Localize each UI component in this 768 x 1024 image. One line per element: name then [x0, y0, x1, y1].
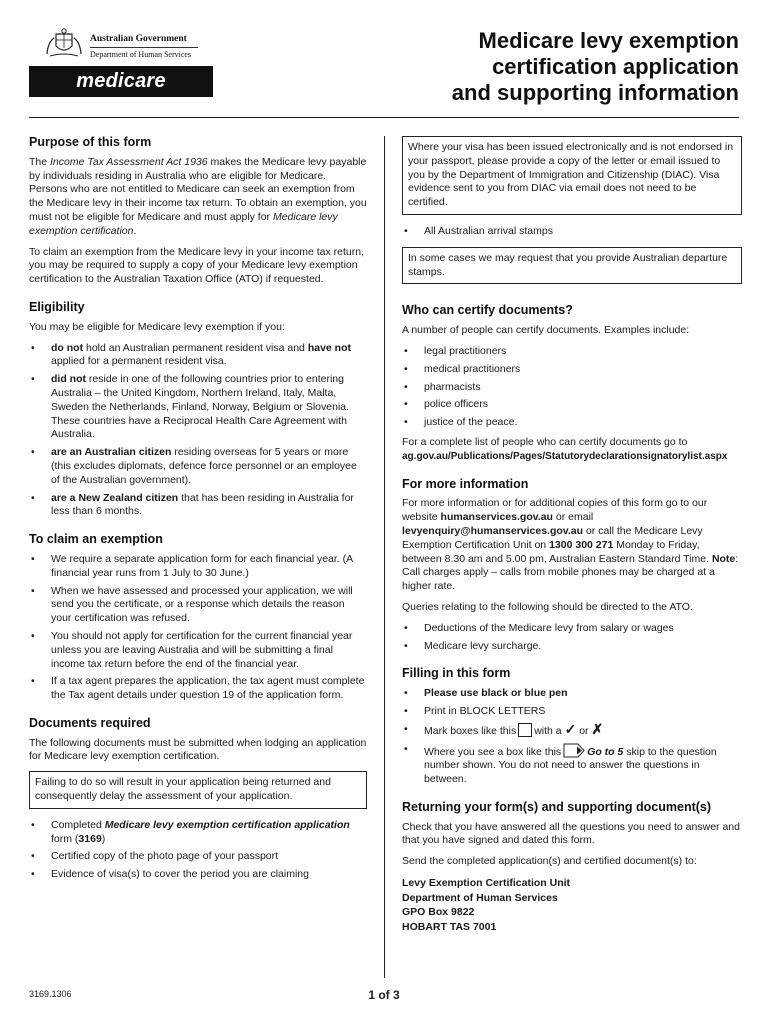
- list-item: [402, 416, 742, 430]
- queries-text: Queries relating to the following should be directed to the ATO.: [402, 600, 693, 613]
- text: have not: [307, 341, 351, 354]
- government-name: Australian Government: [90, 34, 187, 44]
- email-link[interactable]: levyenquiry@humanservices.gov.au: [402, 524, 584, 537]
- list-item: [402, 381, 742, 395]
- documents-list: [29, 819, 367, 882]
- list-item: [29, 446, 367, 487]
- text: Evidence of visa(s) to cover the period you are claiming: [51, 868, 309, 881]
- eligibility-section: [29, 301, 367, 519]
- text: ): [101, 832, 106, 845]
- text: are an Australian citizen: [51, 446, 172, 459]
- bullet-icon: •: [404, 344, 408, 357]
- cross-icon: ✗: [591, 720, 604, 737]
- list-item: [402, 398, 742, 412]
- bullet-icon: •: [31, 629, 35, 642]
- documents-intro: The following documents must be submitted when lodging an application for Medicare levy exemption certification.: [29, 736, 367, 763]
- address-line: HOBART TAS 7001: [402, 920, 497, 933]
- list-item: [402, 640, 742, 654]
- title-line: Medicare levy exemption: [478, 28, 739, 53]
- returning-paragraph-2: Send the completed application(s) and certified document(s) to:: [402, 855, 697, 868]
- bullet-icon: •: [31, 675, 35, 688]
- checkbox-example-icon: [518, 723, 532, 737]
- address-line: Levy Exemption Certification Unit: [402, 877, 571, 890]
- certify-list-text: [402, 436, 742, 464]
- page-title: [399, 28, 739, 106]
- title-line: certification application: [492, 54, 739, 79]
- purpose-heading: Purpose of this form: [29, 135, 152, 149]
- list-item: [402, 720, 742, 739]
- text: residing overseas for 5 years or more (this excludes diplomats, defence force personnel or an employee of the Australian government).: [51, 446, 357, 486]
- department-name: Department of Human Services: [90, 50, 192, 59]
- documents-warning-box: Failing to do so will result in your application being returned and consequently delay the assessment of your application.: [29, 771, 367, 809]
- text: with a: [534, 724, 562, 737]
- list-item: [29, 850, 367, 864]
- bullet-icon: •: [404, 742, 408, 755]
- bullet-icon: •: [31, 446, 35, 459]
- form-name: Medicare levy exemption certification application: [104, 818, 350, 831]
- claim-list: [29, 553, 367, 703]
- list-item: [29, 342, 367, 370]
- go-to-label: Go to 5: [587, 745, 624, 758]
- returning-paragraph: Check that you have answered all the questions you need to answer and that you have signed and dated this form.: [402, 820, 740, 847]
- list-item: [29, 868, 367, 882]
- bullet-icon: •: [31, 850, 35, 863]
- text: are a New Zealand citizen: [51, 491, 179, 504]
- phone-number[interactable]: 1300 300 271: [549, 538, 614, 551]
- postal-address: [402, 876, 742, 934]
- text: pharmacists: [424, 380, 481, 393]
- text: The: [29, 155, 51, 168]
- signatory-list-link[interactable]: ag.gov.au/Publications/Pages/Statutorydeclarationsignatorylist.aspx: [402, 450, 728, 462]
- government-rule: [90, 47, 198, 48]
- medicare-logo-text: medicare: [76, 70, 166, 92]
- filling-list: [402, 687, 742, 787]
- list-item: [29, 492, 367, 520]
- bullet-icon: •: [31, 341, 35, 354]
- page-header: [0, 0, 768, 118]
- returning-heading: Returning your form(s) and supporting document(s): [402, 799, 712, 814]
- right-column: [402, 136, 742, 934]
- text: legal practitioners: [424, 344, 507, 357]
- list-item: [402, 225, 742, 239]
- certify-section: [402, 304, 742, 463]
- title-line: and supporting information: [451, 80, 739, 105]
- bullet-icon: •: [404, 398, 408, 411]
- more-info-heading: For more information: [402, 476, 529, 491]
- bullet-icon: •: [404, 380, 408, 393]
- text: or call the Medicare Levy Exemption Certification Unit on: [402, 524, 703, 551]
- certify-intro: A number of people can certify documents. Examples include:: [402, 324, 690, 337]
- list-item: [29, 373, 367, 442]
- documents-section: [29, 717, 367, 882]
- text: police officers: [424, 398, 489, 411]
- text: .: [133, 224, 137, 237]
- text: skip to the question number shown. You do not need to answer the questions in between.: [424, 745, 717, 786]
- medicare-logo: [29, 66, 213, 97]
- form-code: 3169.1306: [29, 989, 72, 999]
- text: form (: [51, 832, 79, 845]
- address-line: Department of Human Services: [402, 891, 558, 904]
- list-item: [29, 630, 367, 671]
- more-info-section: [402, 478, 742, 654]
- text: Monday to Friday, between 8.30 am and 5.00 pm, Australian Eastern Standard Time.: [402, 538, 712, 565]
- text: Print in BLOCK LETTERS: [424, 704, 546, 717]
- bullet-icon: •: [404, 687, 408, 700]
- bullet-icon: •: [404, 722, 408, 735]
- text: Medicare levy surcharge.: [424, 639, 542, 652]
- text: For a complete list of people who can certify documents go to: [402, 435, 688, 448]
- text: hold an Australian permanent resident visa and: [83, 341, 308, 354]
- bullet-icon: •: [404, 621, 408, 634]
- text: Completed: [51, 818, 105, 831]
- list-item: [402, 622, 742, 636]
- certification-name: Medicare levy exemption certification: [29, 210, 338, 237]
- text: For more information or for additional copies of this form go to our website: [402, 497, 708, 524]
- list-item: [29, 585, 367, 626]
- column-divider: [384, 136, 385, 978]
- text: do not: [51, 341, 84, 354]
- stamps-note-box: In some cases we may request that you provide Australian departure stamps.: [402, 247, 742, 285]
- returning-section: [402, 801, 742, 934]
- note-label: Note: [711, 552, 736, 565]
- purpose-paragraph-2: To claim an exemption from the Medicare levy in your income tax return, you may be required to supply a copy of your Medicare levy exemption certification to the Australian Taxation Office (ATO) if requested.: [29, 245, 364, 286]
- text: or: [579, 724, 589, 737]
- list-item: [29, 675, 367, 703]
- text: reside in one of the following countries prior to entering Australia – the United Kingdom, Northern Ireland, Italy, Malta, Sweden the Netherlands, Finland, Norway, Belgium or Slovenia. These countries have a Reciprocal Health Care Agreement with Australia.: [51, 373, 350, 441]
- visa-note-box: Where your visa has been issued electronically and is not endorsed in your passport, please provide a copy of the letter or email issued to you by the Department of Immigration and Citizenship (DIAC). Visa evidence sent to you from DIAC via email does not need to be certified.: [402, 136, 742, 215]
- purpose-section: [29, 136, 367, 287]
- text: : Call charges apply – calls from mobile phones may be charged at a higher rate.: [402, 552, 739, 593]
- text: We require a separate application form for each financial year. (A financial year runs from 1 July to 30 June.): [51, 552, 353, 579]
- text: or email: [552, 511, 594, 524]
- list-item: [402, 743, 742, 787]
- list-item: [402, 363, 742, 377]
- act-name: Income Tax Assessment Act 1936: [50, 155, 208, 168]
- text: Deductions of the Medicare levy from salary or wages: [424, 621, 674, 634]
- documents-heading: Documents required: [29, 715, 151, 730]
- text: did not: [51, 373, 86, 386]
- bullet-icon: •: [31, 818, 35, 831]
- coat-of-arms-icon: [44, 28, 84, 58]
- certify-heading: Who can certify documents?: [402, 303, 573, 318]
- list-item: [402, 705, 742, 719]
- text: applied for a permanent resident visa.: [51, 355, 227, 368]
- text: Where you see a box like this: [424, 745, 562, 758]
- text: makes the Medicare levy payable by individuals residing in Australia who are eligible for Medicare. Persons who are not entitled to Medicare can seek an exemption from the Medicare levy in their income tax return. To obtain an exemption, you must not be eligible for Medicare and must apply for: [29, 155, 367, 223]
- list-item: [29, 553, 367, 581]
- go-to-box-icon: [563, 743, 585, 758]
- bullet-icon: •: [31, 868, 35, 881]
- bullet-icon: •: [404, 224, 408, 237]
- header-rule: [29, 117, 739, 118]
- bullet-icon: •: [31, 552, 35, 565]
- list-item: [402, 687, 742, 701]
- page-number: 1 of 3: [368, 988, 400, 1002]
- bullet-icon: •: [31, 584, 35, 597]
- stamps-list: [402, 225, 742, 239]
- bullet-icon: •: [404, 704, 408, 717]
- text: All Australian arrival stamps: [424, 224, 553, 237]
- bullet-icon: •: [31, 373, 35, 386]
- bullet-icon: •: [404, 416, 408, 429]
- text: justice of the peace.: [424, 416, 518, 429]
- list-item: [402, 345, 742, 359]
- left-column: [29, 136, 367, 888]
- list-item: [29, 819, 367, 847]
- tick-icon: ✓: [564, 720, 577, 737]
- text: medical practitioners: [424, 362, 521, 375]
- website-link[interactable]: humanservices.gov.au: [440, 511, 553, 524]
- form-number: 3169: [78, 832, 102, 845]
- claim-section: [29, 533, 367, 703]
- claim-heading: To claim an exemption: [29, 532, 163, 547]
- text: Mark boxes like this: [424, 724, 517, 737]
- more-info-paragraph: [402, 497, 742, 594]
- text: You should not apply for certification for the current financial year unless you are leaving Australia and will be submitting a final income tax return before the end of the financial year.: [51, 629, 353, 670]
- address-line: GPO Box 9822: [402, 906, 475, 919]
- text: that has been residing in Australia for less than 6 months.: [51, 491, 354, 518]
- text: If a tax agent prepares the application, the tax agent must complete the Tax agent details under question 19 of the application form.: [51, 675, 365, 702]
- bullet-icon: •: [404, 639, 408, 652]
- text: Please use black or blue pen: [424, 687, 568, 700]
- filling-section: [402, 667, 742, 787]
- eligibility-list: [29, 342, 367, 520]
- text: When we have assessed and processed your application, we will send you the certificate, or a response which details the reason your certification was refused.: [51, 584, 353, 625]
- eligibility-heading: Eligibility: [29, 299, 85, 314]
- purpose-paragraph: [29, 156, 367, 239]
- eligibility-intro: You may be eligible for Medicare levy exemption if you:: [29, 320, 285, 333]
- bullet-icon: •: [31, 491, 35, 504]
- ato-list: [402, 622, 742, 654]
- certify-list: [402, 345, 742, 430]
- bullet-icon: •: [404, 362, 408, 375]
- filling-heading: Filling in this form: [402, 666, 511, 681]
- text: Certified copy of the photo page of your passport: [51, 850, 279, 863]
